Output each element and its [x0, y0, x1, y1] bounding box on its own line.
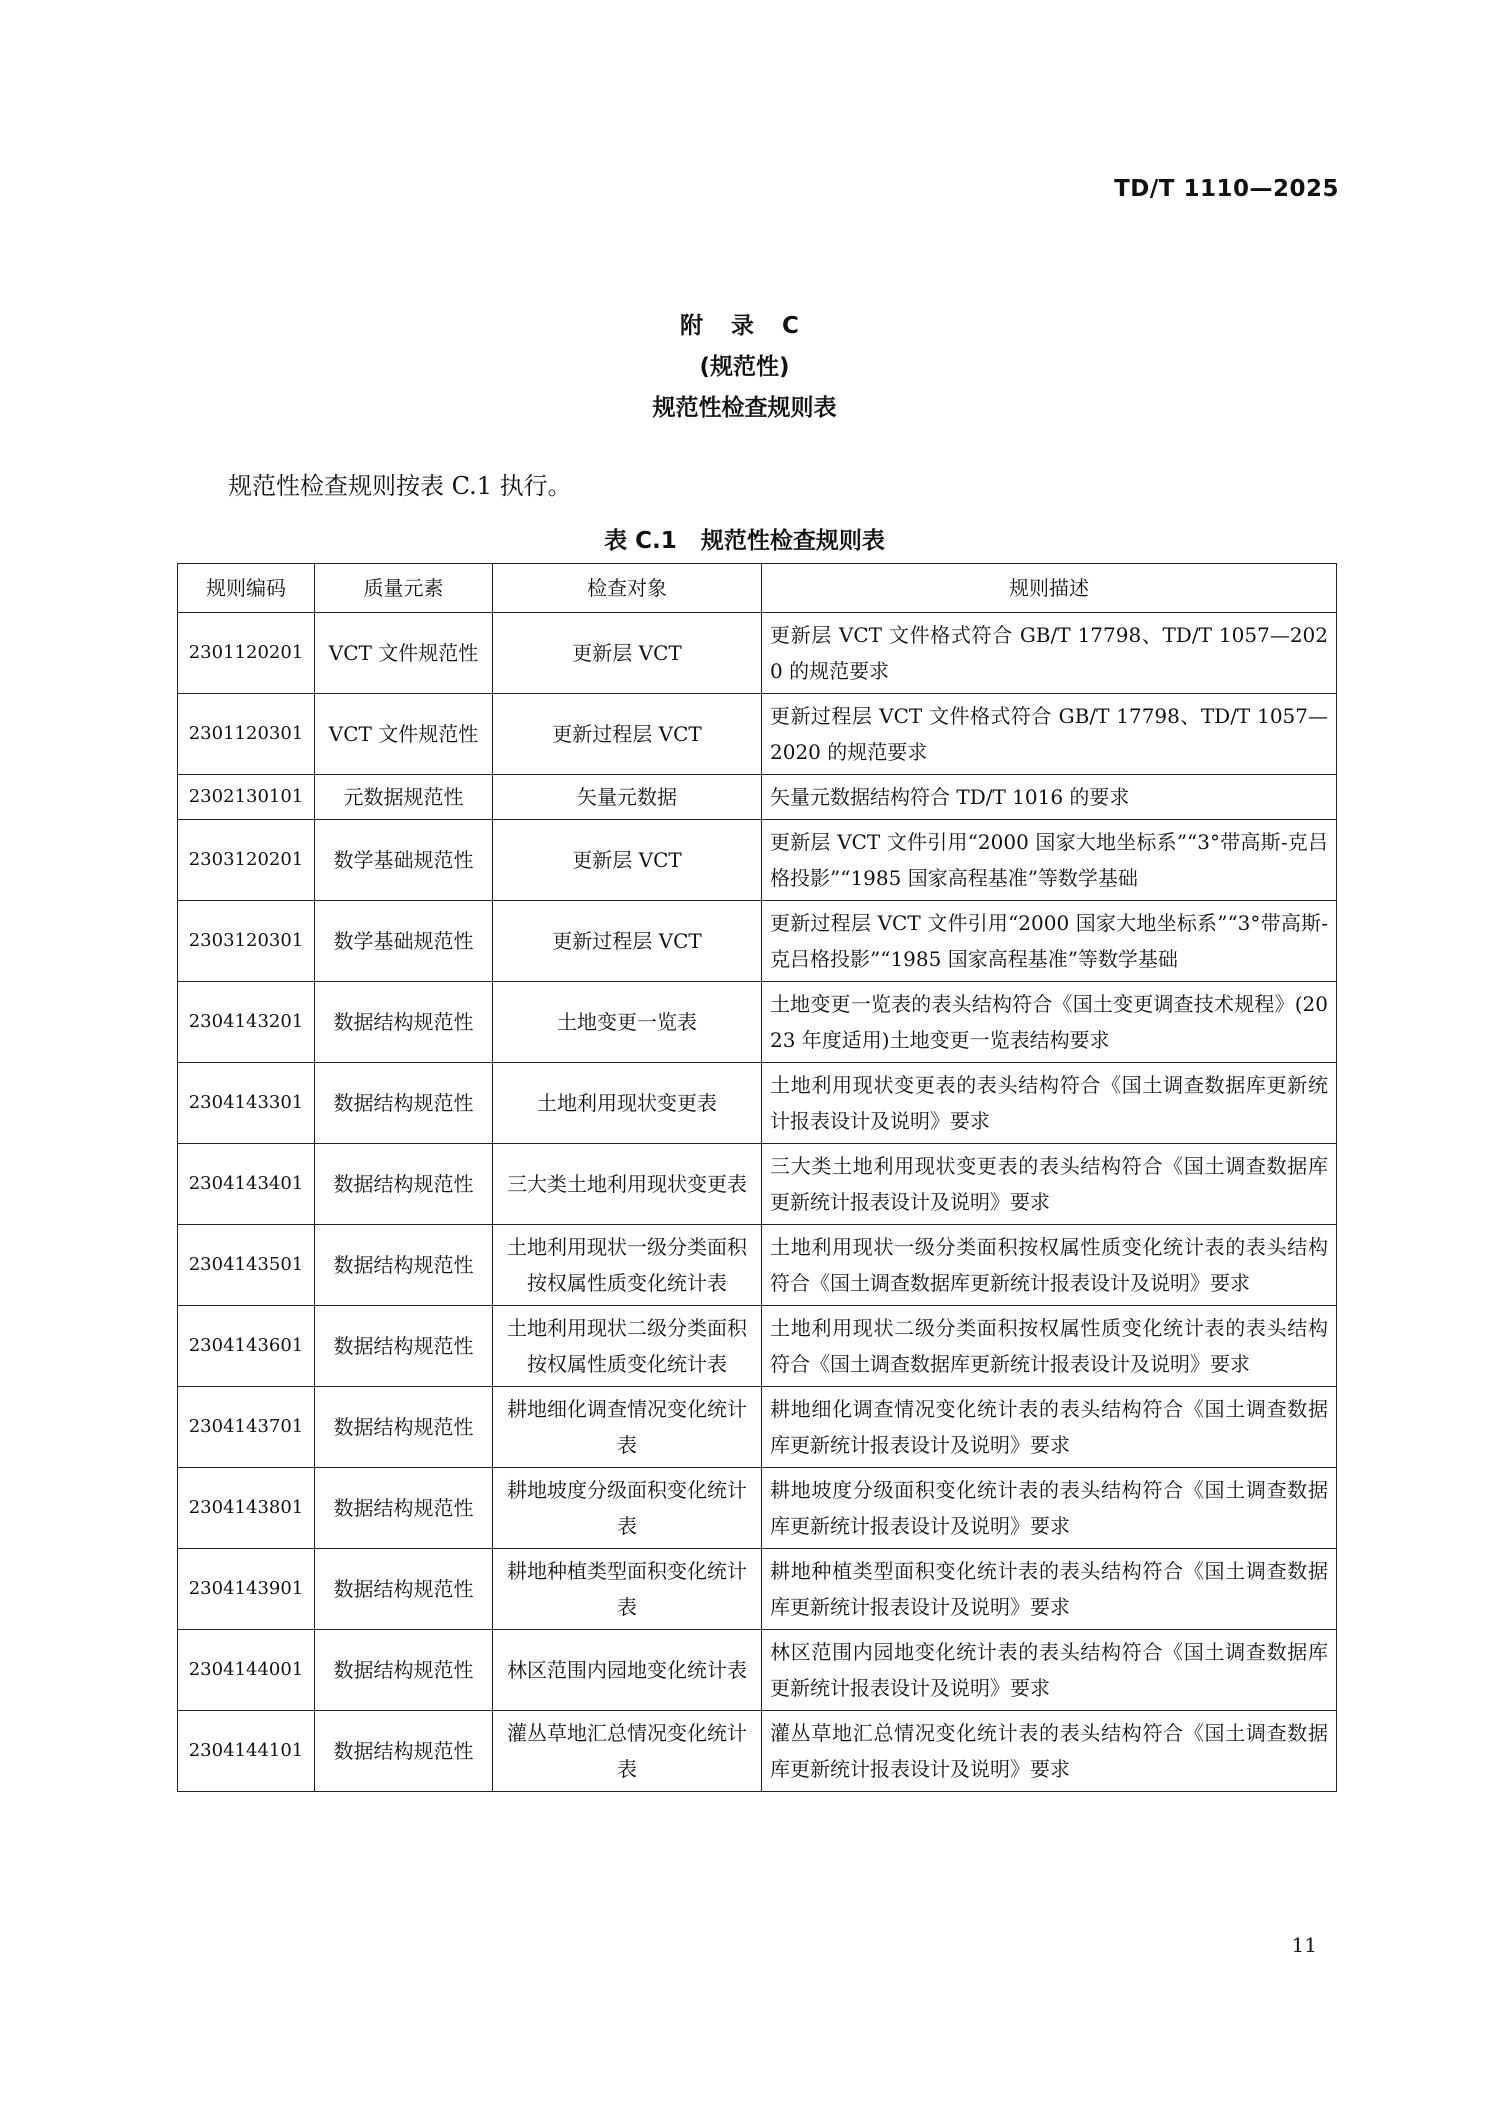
rule-description-cell: 灌丛草地汇总情况变化统计表的表头结构符合《国土调查数据库更新统计报表设计及说明》要求: [762, 1711, 1337, 1792]
table-body: [178, 613, 1337, 1792]
document-code: TD/T 1110—2025: [1114, 176, 1339, 202]
rule-code-cell: 2304143801: [178, 1468, 315, 1549]
check-object-cell: 更新过程层 VCT: [493, 694, 762, 775]
quality-element-cell: 数据结构规范性: [315, 1630, 493, 1711]
quality-element-cell: 数据结构规范性: [315, 1063, 493, 1144]
quality-element-cell: 数学基础规范性: [315, 901, 493, 982]
page-number: 11: [1291, 1933, 1317, 1957]
rule-description-cell: 耕地种植类型面积变化统计表的表头结构符合《国土调查数据库更新统计报表设计及说明》要求: [762, 1549, 1337, 1630]
table-row: [178, 775, 1337, 820]
check-object-cell: 土地利用现状变更表: [493, 1063, 762, 1144]
rule-code-cell: 2304143301: [178, 1063, 315, 1144]
check-object-cell: 土地利用现状一级分类面积按权属性质变化统计表: [493, 1225, 762, 1306]
table-row: [178, 1549, 1337, 1630]
table-row: [178, 820, 1337, 901]
rule-code-cell: 2301120201: [178, 613, 315, 694]
quality-element-cell: 数据结构规范性: [315, 1225, 493, 1306]
column-header-object: 检查对象: [493, 564, 762, 613]
check-object-cell: 更新过程层 VCT: [493, 901, 762, 982]
table-row: [178, 1711, 1337, 1792]
table-caption: [0, 522, 1489, 555]
column-header-element: 质量元素: [315, 564, 493, 613]
table-row: [178, 901, 1337, 982]
check-object-cell: 矢量元数据: [493, 775, 762, 820]
table-header-row: [178, 564, 1337, 613]
rule-description-cell: 林区范围内园地变化统计表的表头结构符合《国土调查数据库更新统计报表设计及说明》要求: [762, 1630, 1337, 1711]
rule-code-cell: 2304143201: [178, 982, 315, 1063]
rule-description-cell: 矢量元数据结构符合 TD/T 1016 的要求: [762, 775, 1337, 820]
table-caption-number: 表 C.1: [604, 528, 677, 554]
intro-paragraph: 规范性检查规则按表 C.1 执行。: [228, 472, 572, 500]
quality-element-cell: 数据结构规范性: [315, 1468, 493, 1549]
rule-description-cell: 耕地细化调查情况变化统计表的表头结构符合《国土调查数据库更新统计报表设计及说明》要求: [762, 1387, 1337, 1468]
check-object-cell: 三大类土地利用现状变更表: [493, 1144, 762, 1225]
check-object-cell: 林区范围内园地变化统计表: [493, 1630, 762, 1711]
table-row: [178, 694, 1337, 775]
column-header-description: 规则描述: [762, 564, 1337, 613]
rule-description-cell: 耕地坡度分级面积变化统计表的表头结构符合《国土调查数据库更新统计报表设计及说明》要求: [762, 1468, 1337, 1549]
rule-code-cell: 2304143501: [178, 1225, 315, 1306]
check-object-cell: 灌丛草地汇总情况变化统计表: [493, 1711, 762, 1792]
rule-description-cell: 土地变更一览表的表头结构符合《国土变更调查技术规程》(2023 年度适用)土地变更一览表结构要求: [762, 982, 1337, 1063]
rule-code-cell: 2301120301: [178, 694, 315, 775]
table-row: [178, 1306, 1337, 1387]
appendix-name: 规范性检查规则表: [652, 395, 837, 421]
check-object-cell: 土地利用现状二级分类面积按权属性质变化统计表: [493, 1306, 762, 1387]
quality-element-cell: 数据结构规范性: [315, 1306, 493, 1387]
rule-code-cell: 2303120301: [178, 901, 315, 982]
table-row: [178, 1630, 1337, 1711]
table-row: [178, 613, 1337, 694]
quality-element-cell: 元数据规范性: [315, 775, 493, 820]
rule-description-cell: 更新过程层 VCT 文件引用“2000 国家大地坐标系”“3°带高斯-克吕格投影”“1985 国家高程基准”等数学基础: [762, 901, 1337, 982]
check-object-cell: 更新层 VCT: [493, 613, 762, 694]
quality-element-cell: 数学基础规范性: [315, 820, 493, 901]
table-row: [178, 1387, 1337, 1468]
check-object-cell: 耕地坡度分级面积变化统计表: [493, 1468, 762, 1549]
quality-element-cell: 数据结构规范性: [315, 1387, 493, 1468]
quality-element-cell: 数据结构规范性: [315, 982, 493, 1063]
check-object-cell: 更新层 VCT: [493, 820, 762, 901]
check-object-cell: 耕地种植类型面积变化统计表: [493, 1549, 762, 1630]
table-row: [178, 982, 1337, 1063]
rule-code-cell: 2302130101: [178, 775, 315, 820]
rule-code-cell: 2304143901: [178, 1549, 315, 1630]
appendix-nature: (规范性): [699, 354, 790, 380]
table-row: [178, 1468, 1337, 1549]
rule-description-cell: 土地利用现状变更表的表头结构符合《国土调查数据库更新统计报表设计及说明》要求: [762, 1063, 1337, 1144]
rule-code-cell: 2304143601: [178, 1306, 315, 1387]
quality-element-cell: 数据结构规范性: [315, 1711, 493, 1792]
rule-description-cell: 更新过程层 VCT 文件格式符合 GB/T 17798、TD/T 1057—2020 的规范要求: [762, 694, 1337, 775]
quality-element-cell: VCT 文件规范性: [315, 613, 493, 694]
table-row: [178, 1225, 1337, 1306]
rule-code-cell: 2304144001: [178, 1630, 315, 1711]
quality-element-cell: 数据结构规范性: [315, 1549, 493, 1630]
quality-element-cell: 数据结构规范性: [315, 1144, 493, 1225]
rule-description-cell: 更新层 VCT 文件引用“2000 国家大地坐标系”“3°带高斯-克吕格投影”“1985 国家高程基准”等数学基础: [762, 820, 1337, 901]
table-caption-title: 规范性检查规则表: [700, 528, 885, 554]
check-object-cell: 土地变更一览表: [493, 982, 762, 1063]
rule-description-cell: 更新层 VCT 文件格式符合 GB/T 17798、TD/T 1057—2020 的规范要求: [762, 613, 1337, 694]
rule-code-cell: 2304143401: [178, 1144, 315, 1225]
rules-table: [177, 563, 1337, 1792]
rule-description-cell: 三大类土地利用现状变更表的表头结构符合《国土调查数据库更新统计报表设计及说明》要求: [762, 1144, 1337, 1225]
rule-code-cell: 2303120201: [178, 820, 315, 901]
column-header-code: 规则编码: [178, 564, 315, 613]
rule-description-cell: 土地利用现状二级分类面积按权属性质变化统计表的表头结构符合《国土调查数据库更新统计报表设计及说明》要求: [762, 1306, 1337, 1387]
table-row: [178, 1063, 1337, 1144]
check-object-cell: 耕地细化调查情况变化统计表: [493, 1387, 762, 1468]
rule-code-cell: 2304143701: [178, 1387, 315, 1468]
rule-description-cell: 土地利用现状一级分类面积按权属性质变化统计表的表头结构符合《国土调查数据库更新统计报表设计及说明》要求: [762, 1225, 1337, 1306]
appendix-title: 附 录 C: [680, 313, 809, 339]
table-row: [178, 1144, 1337, 1225]
quality-element-cell: VCT 文件规范性: [315, 694, 493, 775]
rule-code-cell: 2304144101: [178, 1711, 315, 1792]
